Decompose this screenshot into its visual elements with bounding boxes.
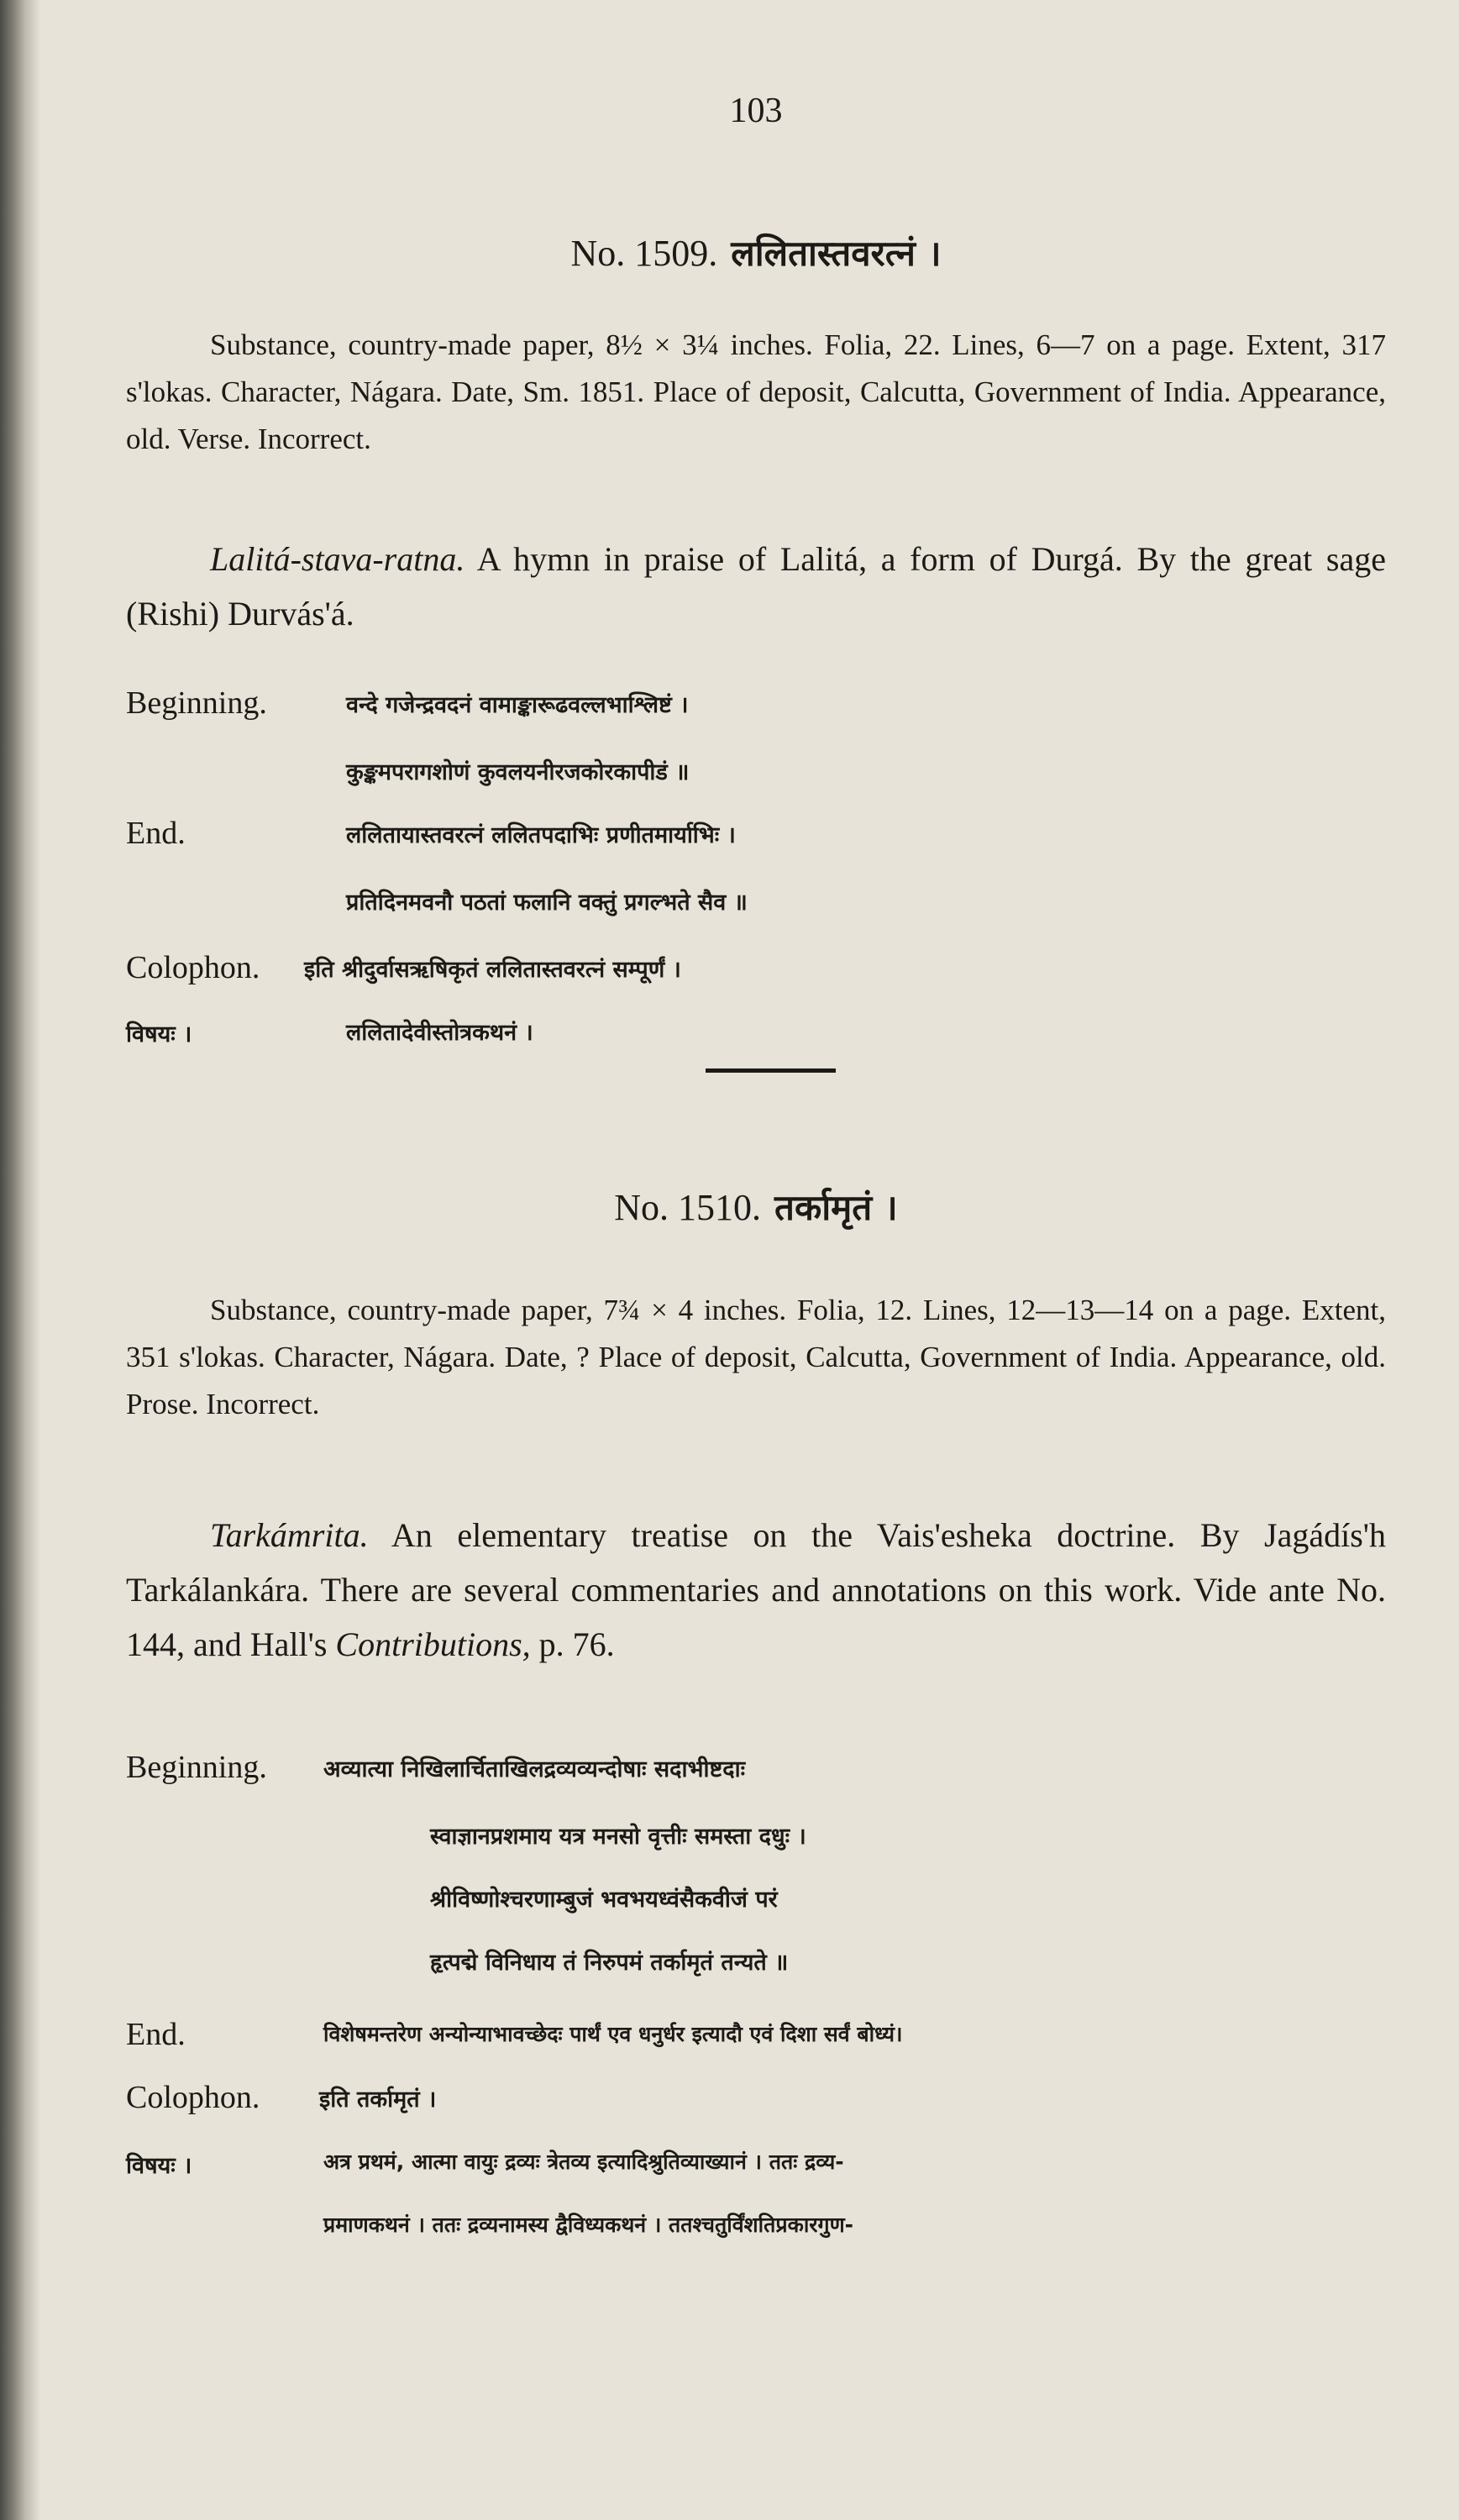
sanskrit-text: अव्यात्या निखिलार्चिताखिलद्रव्यव्यन्दोषाः सदाभीष्टदाः xyxy=(323,1756,746,1782)
work-title: Lalitá-stava-ratna. xyxy=(210,540,465,578)
entry-heading-1510 xyxy=(126,1183,1386,1231)
quote-label: Beginning. xyxy=(126,685,267,721)
summary-tail: p. 76. xyxy=(530,1625,615,1663)
entry-description-1509: Substance, country-made paper, 8½ × 3¼ inches. Folia, 22. Lines, 6—7 on a page. Extent, 317 s'lokas. Character, Nágara. Date, Sm. 1851. Place of deposit, Calcutta, Government of India. Appearance, old. Verse. Incorrect. xyxy=(126,328,1386,455)
section-divider xyxy=(706,1068,836,1073)
quote-label: End. xyxy=(126,2017,186,2052)
entry-number: No. 1509. xyxy=(570,233,718,274)
sanskrit-text: प्रमाणकथनं । ततः द्रव्यनामस्य द्वैविध्यकथनं । ततश्चतुर्विंशतिप्रकारगुण- xyxy=(323,2213,854,2237)
sanskrit-text: ललितादेवीस्तोत्रकथनं । xyxy=(346,1020,533,1046)
entry-title-sanskrit: ललितास्तवरत्नं । xyxy=(731,233,942,274)
entry-number: No. 1510. xyxy=(614,1187,762,1228)
entry-description-1510: Substance, country-made paper, 7¾ × 4 inches. Folia, 12. Lines, 12—13—14 on a page. Extent, 351 s'lokas. Character, Nágara. Date, ? Place of deposit, Calcutta, Government of India. Appearance, old. Prose. Incorrect. xyxy=(126,1294,1386,1420)
reference-title: Contributions, xyxy=(335,1625,531,1663)
quote-label: विषयः । xyxy=(126,2153,192,2179)
sanskrit-text: इति श्रीदुर्वासऋषिकृतं ललितास्तवरत्नं सम्पूर्णं । xyxy=(304,957,681,983)
sanskrit-text: ललितायास्तवरत्नं ललितपदाभिः प्रणीतमार्याभिः । xyxy=(346,822,736,848)
summary-text: An elementary treatise on the Vais'esheka doctrine. By Jagádís'h Tarkálankára. There are several commentaries and annotations on this work. Vide ante No. 144, and Hall's xyxy=(126,1516,1386,1663)
summary-text: A hymn in praise of Lalitá, a form of Durgá. By the great sage (Rishi) Durvás'á. xyxy=(126,540,1386,633)
page-number: 103 xyxy=(729,92,783,130)
entry-summary-1509 xyxy=(126,532,1386,641)
quote-label: End. xyxy=(126,816,186,851)
sanskrit-text: स्वाज्ञानप्रशमाय यत्र मनसो वृत्तीः समस्ता दधुः । xyxy=(430,1824,806,1850)
entry-summary-1510 xyxy=(126,1508,1386,1672)
sanskrit-text: विशेषमन्तरेण अन्योन्याभावच्छेदः पार्थं एव धनुर्धर इत्यादौ एवं दिशा सर्वं बोध्यं। xyxy=(323,2022,903,2046)
quote-label: Colophon. xyxy=(126,2080,260,2115)
sanskrit-text: वन्दे गजेन्द्रवदनं वामाङ्कारूढवल्लभाश्लिष्टं । xyxy=(346,692,689,718)
sanskrit-text: इति तर्कामृतं । xyxy=(319,2087,437,2113)
catalogue-page xyxy=(126,0,1386,2520)
quote-label: Beginning. xyxy=(126,1750,267,1785)
quote-label: विषयः । xyxy=(126,1021,192,1047)
sanskrit-text: हृत्पद्मे विनिधाय तं निरुपमं तर्कामृतं तन्यते ॥ xyxy=(430,1950,789,1976)
sanskrit-text: प्रतिदिनमवनौ पठतां फलानि वक्तुं प्रगल्भते सैव ॥ xyxy=(346,890,748,916)
sanskrit-text: कुङ्कमपरागशोणं कुवलयनीरजकोरकापीडं ॥ xyxy=(346,759,690,785)
entry-heading-1509 xyxy=(126,228,1386,276)
sanskrit-text: श्रीविष्णोश्चरणाम्बुजं भवभयध्वंसैकवीजं परं xyxy=(430,1887,778,1913)
quote-label: Colophon. xyxy=(126,950,260,985)
sanskrit-text: अत्र प्रथमं, आत्मा वायुः द्रव्यः त्रेतव्य इत्यादिश्रुतिव्याख्यानं । ततः द्रव्य- xyxy=(323,2150,844,2174)
book-spine-shadow xyxy=(0,0,40,2520)
entry-title-sanskrit: तर्कामृतं । xyxy=(774,1187,898,1228)
work-title: Tarkámrita. xyxy=(210,1516,369,1554)
